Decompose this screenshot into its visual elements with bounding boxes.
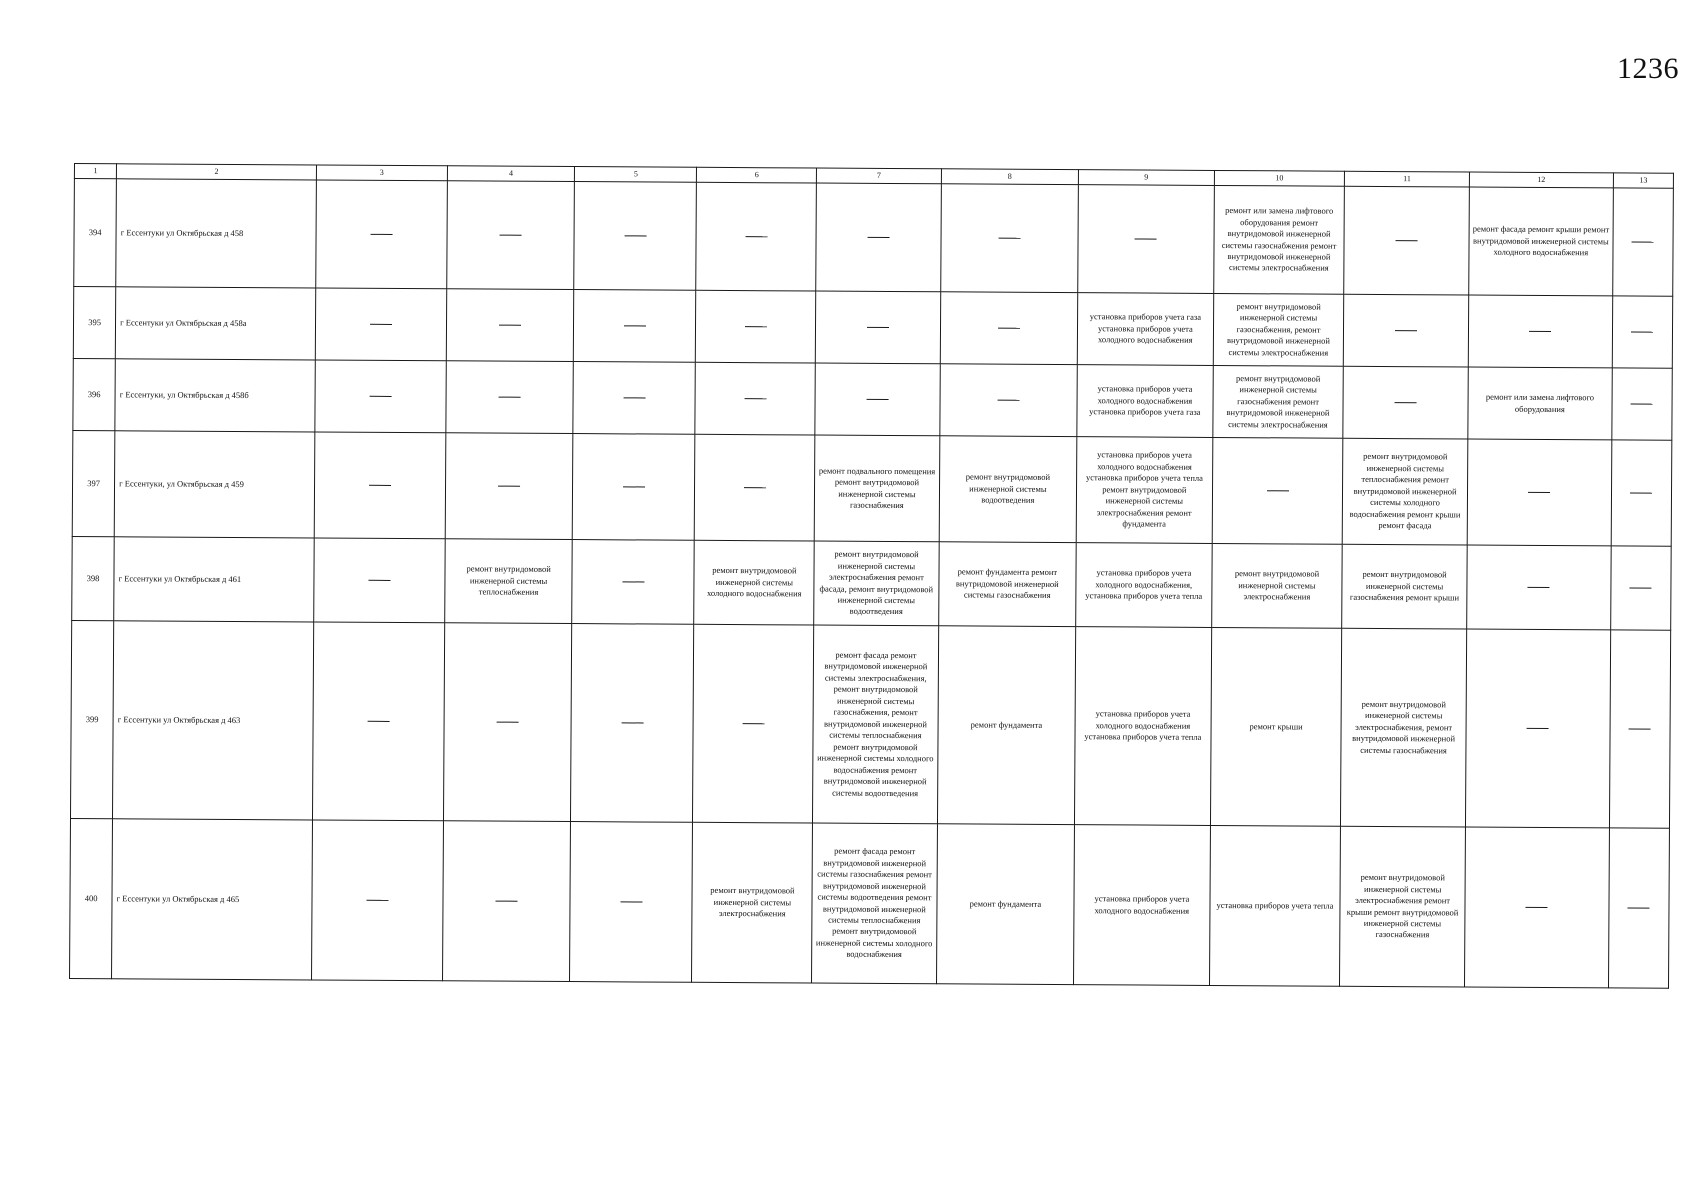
work-description-cell: ремонт внутридомовой инженерной системы теплоснабжения ремонт внутридомовой инженерной системы холодного водоснабжения ремонт крыши ремонт фасада — [1343, 438, 1468, 545]
dash-mark — [497, 722, 519, 723]
dash-mark — [744, 487, 766, 488]
empty-dash-cell — [1344, 294, 1469, 367]
repair-schedule-table — [69, 163, 1674, 989]
empty-dash-cell — [572, 540, 695, 625]
empty-dash-cell — [311, 820, 443, 981]
row-number-cell: 395 — [73, 287, 116, 359]
empty-dash-cell — [816, 183, 941, 292]
dash-mark — [1630, 493, 1652, 494]
work-description-cell: ремонт внутридомовой инженерной системы газоснабжения ремонт внутридомовой инженерной системы электроснабжения — [1212, 365, 1343, 438]
work-description-cell: ремонт или замена лифтового оборудования — [1468, 367, 1613, 440]
work-description-cell: установка приборов учета холодного водоснабжения установка приборов учета тепла — [1075, 627, 1212, 826]
dash-mark — [370, 234, 392, 235]
work-description-cell: ремонт внутридомовой инженерной системы электроснабжения ремонт фасада, ремонт внутридомовой инженерной системы водоотведения — [814, 541, 939, 626]
empty-dash-cell — [573, 434, 696, 541]
empty-dash-cell — [816, 291, 941, 364]
column-header-8: 8 — [941, 169, 1079, 185]
column-header-2: 2 — [117, 164, 317, 180]
dash-mark — [499, 325, 521, 326]
empty-dash-cell — [574, 182, 697, 291]
dash-mark — [622, 582, 644, 583]
empty-dash-cell — [312, 622, 444, 821]
empty-dash-cell — [571, 624, 694, 823]
dash-mark — [500, 235, 522, 236]
empty-dash-cell — [315, 288, 446, 361]
dash-mark — [367, 721, 389, 722]
dash-mark — [624, 398, 646, 399]
address-cell: г Ессентуки ул Октябрьская д 465 — [112, 819, 313, 980]
row-number-cell: 400 — [70, 818, 113, 978]
work-description-cell: ремонт фундамента ремонт внутридомовой инженерной системы газоснабжения — [938, 542, 1076, 627]
address-cell: г Ессентуки ул Октябрьская д 458а — [115, 287, 315, 360]
column-header-9: 9 — [1079, 170, 1214, 186]
column-header-11: 11 — [1345, 171, 1469, 187]
address-cell: г Ессентуки ул Октябрьская д 458 — [116, 179, 316, 288]
table-row — [70, 818, 1670, 988]
column-header-3: 3 — [316, 165, 447, 181]
dash-mark — [1631, 404, 1653, 405]
empty-dash-cell — [1611, 546, 1672, 630]
dash-mark — [1632, 242, 1654, 243]
dash-mark — [1135, 239, 1157, 240]
dash-mark — [498, 486, 520, 487]
empty-dash-cell — [695, 362, 815, 435]
row-number-cell: 399 — [70, 620, 113, 818]
dash-mark — [1526, 907, 1548, 908]
column-header-6: 6 — [697, 167, 817, 183]
dash-mark — [866, 399, 888, 400]
empty-dash-cell — [1609, 630, 1670, 828]
dash-mark — [742, 723, 764, 724]
dash-mark — [496, 901, 518, 902]
address-cell: г Ессентуки, ул Октябрьская д 458б — [115, 359, 315, 432]
work-description-cell: ремонт фундамента — [937, 626, 1076, 825]
empty-dash-cell — [445, 433, 573, 540]
empty-dash-cell — [443, 623, 572, 822]
empty-dash-cell — [1078, 185, 1214, 294]
empty-dash-cell — [446, 361, 574, 434]
empty-dash-cell — [442, 821, 571, 982]
empty-dash-cell — [693, 624, 814, 823]
empty-dash-cell — [315, 360, 446, 433]
row-number-cell: 398 — [72, 536, 115, 620]
dash-mark — [997, 400, 1019, 401]
dash-mark — [1395, 402, 1417, 403]
empty-dash-cell — [447, 181, 575, 290]
table-row — [72, 536, 1671, 630]
dash-mark — [369, 396, 391, 397]
table-row — [70, 620, 1670, 828]
dash-mark — [745, 236, 767, 237]
work-description-cell: ремонт фасада ремонт крыши ремонт внутридомовой инженерной системы холодного водоснабжения — [1468, 187, 1613, 296]
dash-mark — [1528, 587, 1550, 588]
work-description-cell: установка приборов учета холодного водоснабжения — [1074, 825, 1210, 986]
dash-mark — [1396, 240, 1418, 241]
column-header-12: 12 — [1469, 172, 1613, 188]
empty-dash-cell — [1343, 366, 1468, 439]
address-cell: г Ессентуки ул Октябрьская д 463 — [113, 621, 314, 820]
empty-dash-cell — [815, 363, 940, 436]
empty-dash-cell — [1344, 186, 1469, 295]
column-header-13: 13 — [1613, 173, 1673, 188]
work-description-cell: установка приборов учета тепла — [1209, 825, 1341, 986]
dash-mark — [998, 328, 1020, 329]
dash-mark — [1395, 330, 1417, 331]
empty-dash-cell — [1611, 440, 1672, 546]
table-row — [73, 287, 1672, 369]
table-row — [73, 358, 1672, 440]
column-header-10: 10 — [1214, 170, 1345, 186]
dash-mark — [744, 398, 766, 399]
empty-dash-cell — [1465, 629, 1610, 828]
empty-dash-cell — [316, 180, 448, 289]
column-header-7: 7 — [817, 168, 941, 184]
work-description-cell: установка приборов учета холодного водоснабжения установка приборов учета газа — [1077, 365, 1213, 438]
dash-mark — [1528, 492, 1550, 493]
empty-dash-cell — [573, 362, 695, 435]
column-header-4: 4 — [447, 166, 575, 182]
dash-mark — [867, 237, 889, 238]
address-cell: г Ессентуки, ул Октябрьская д 459 — [114, 431, 314, 538]
table-row — [74, 179, 1674, 297]
dash-mark — [624, 236, 646, 237]
dash-mark — [368, 580, 390, 581]
dash-mark — [622, 723, 644, 724]
empty-dash-cell — [696, 290, 816, 363]
page-number: 1236 — [1617, 52, 1679, 85]
dash-mark — [370, 324, 392, 325]
table-row — [72, 430, 1672, 546]
dash-mark — [623, 487, 645, 488]
work-description-cell: ремонт внутридомовой инженерной системы газоснабжения, ремонт внутридомовой инженерной системы электроснабжения — [1213, 293, 1344, 366]
empty-dash-cell — [939, 364, 1077, 437]
empty-dash-cell — [1466, 545, 1611, 630]
empty-dash-cell — [696, 182, 816, 291]
dash-mark — [1628, 908, 1650, 909]
dash-mark — [369, 485, 391, 486]
work-description-cell: ремонт внутридомовой инженерной системы электроснабжения ремонт крыши ремонт внутридомовой инженерной системы газоснабжения — [1340, 826, 1465, 987]
empty-dash-cell — [1467, 439, 1612, 546]
address-cell: г Ессентуки ул Октябрьская д 461 — [114, 537, 314, 622]
dash-mark — [366, 900, 388, 901]
dash-mark — [1267, 491, 1289, 492]
empty-dash-cell — [570, 822, 693, 983]
row-number-cell: 394 — [74, 179, 117, 287]
work-description-cell: ремонт фундамента — [936, 824, 1075, 985]
empty-dash-cell — [1612, 368, 1672, 440]
empty-dash-cell — [1612, 296, 1672, 368]
empty-dash-cell — [940, 292, 1078, 365]
dash-mark — [1631, 332, 1653, 333]
work-description-cell: ремонт подвального помещения ремонт внутридомовой инженерной системы газоснабжения — [815, 435, 940, 542]
work-description-cell: ремонт внутридомовой инженерной системы водоотведения — [939, 436, 1077, 543]
empty-dash-cell — [574, 290, 696, 363]
dash-mark — [745, 326, 767, 327]
work-description-cell: ремонт или замена лифтового оборудования ремонт внутридомовой инженерной системы газоснабжения ремонт внутридомовой инженерной системы электроснабжения — [1213, 185, 1345, 294]
empty-dash-cell — [1613, 188, 1674, 296]
work-description-cell: ремонт фасада ремонт внутридомовой инженерной системы газоснабжения ремонт внутридомовой инженерной системы водоотведения ремонт внутридомовой инженерной системы теплоснабжения ремонт внутридомовой инженерной системы холодного водоснабжения — [812, 823, 937, 984]
empty-dash-cell — [1464, 827, 1609, 988]
work-description-cell: ремонт фасада ремонт внутридомовой инженерной системы электроснабжения, ремонт внутридомовой инженерной системы газоснабжения, ремонт внутридомовой инженерной системы теплоснабжения ремонт внутридомовой инженерной системы холодного водоснабжения ремонт внутридомовой инженерной системы водоотведения — [813, 625, 938, 824]
dash-mark — [1630, 588, 1652, 589]
empty-dash-cell — [940, 184, 1078, 293]
column-header-5: 5 — [575, 167, 697, 183]
work-description-cell: ремонт крыши — [1210, 627, 1342, 826]
dash-mark — [499, 397, 521, 398]
dash-mark — [1529, 331, 1551, 332]
row-number-cell: 396 — [73, 358, 116, 430]
work-description-cell: ремонт внутридомовой инженерной системы электроснабжения — [692, 822, 813, 983]
empty-dash-cell — [1468, 295, 1613, 368]
dash-mark — [1629, 729, 1651, 730]
dash-mark — [624, 326, 646, 327]
work-description-cell: установка приборов учета газа установка приборов учета холодного водоснабжения — [1077, 293, 1213, 366]
dash-mark — [998, 238, 1020, 239]
table-body — [70, 179, 1674, 989]
empty-dash-cell — [1212, 437, 1344, 544]
document-table-wrapper — [74, 163, 1674, 979]
column-header-1: 1 — [74, 164, 116, 179]
work-description-cell: установка приборов учета холодного водоснабжения, установка приборов учета тепла — [1076, 543, 1212, 628]
dash-mark — [1527, 728, 1549, 729]
work-description-cell: ремонт внутридомовой инженерной системы газоснабжения ремонт крыши — [1342, 544, 1467, 629]
work-description-cell: ремонт внутридомовой инженерной системы электроснабжения, ремонт внутридомовой инженерной системы газоснабжения — [1341, 628, 1466, 827]
work-description-cell: установка приборов учета холодного водоснабжения установка приборов учета тепла ремонт внутридомовой инженерной системы электроснабжения ремонт фундамента — [1076, 437, 1212, 544]
row-number-cell: 397 — [72, 430, 115, 536]
empty-dash-cell — [695, 434, 815, 541]
empty-dash-cell — [1608, 828, 1669, 988]
dash-mark — [620, 902, 642, 903]
work-description-cell: ремонт внутридомовой инженерной системы холодного водоснабжения — [694, 540, 814, 625]
empty-dash-cell — [314, 432, 446, 539]
work-description-cell: ремонт внутридомовой инженерной системы электроснабжения — [1211, 543, 1342, 628]
empty-dash-cell — [446, 289, 574, 362]
work-description-cell: ремонт внутридомовой инженерной системы теплоснабжения — [445, 539, 573, 624]
empty-dash-cell — [314, 538, 445, 623]
dash-mark — [867, 327, 889, 328]
